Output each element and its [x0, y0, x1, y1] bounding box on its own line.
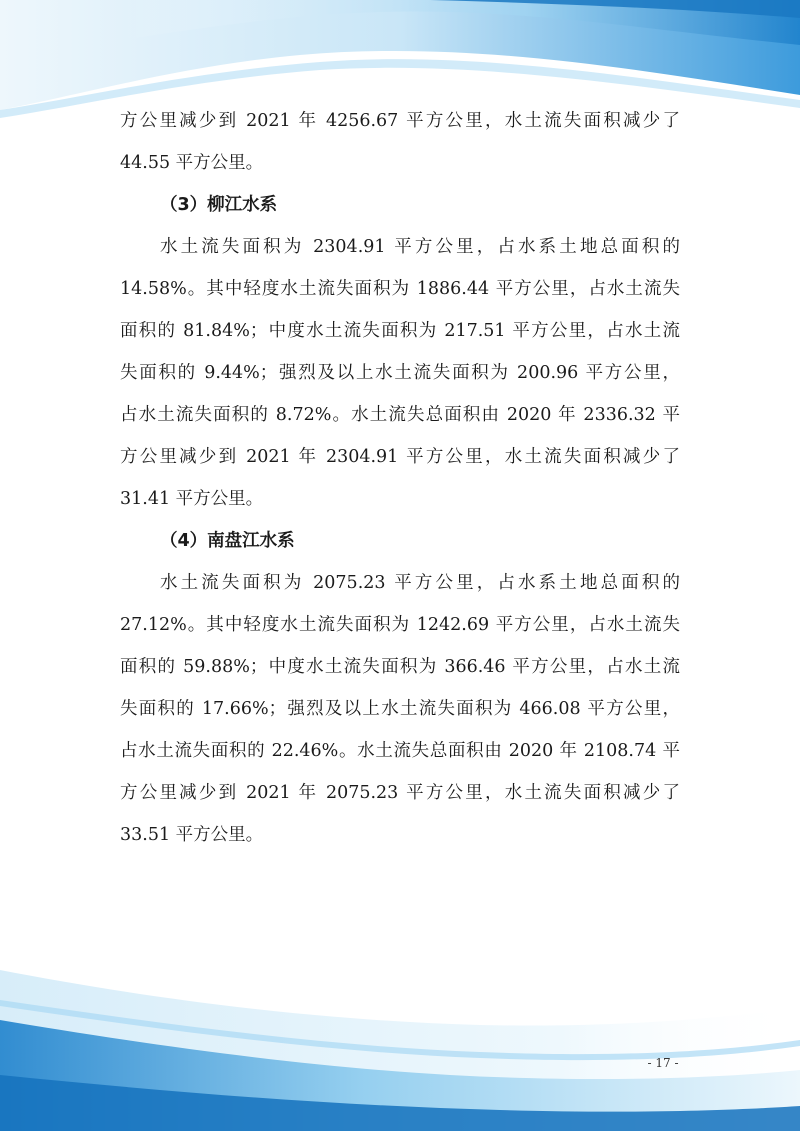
text-line: 14.58%。其中轻度水土流失面积为 1886.44 平方公里，占水土流失	[120, 279, 680, 299]
text-line: 44.55 平方公里。	[120, 153, 264, 173]
text-line: 水土流失面积为 2304.91 平方公里，占水系土地总面积的	[160, 237, 680, 257]
section-heading-liujiang: （3）柳江水系	[160, 195, 278, 215]
text-line: 水土流失面积为 2075.23 平方公里，占水系土地总面积的	[160, 573, 680, 593]
section-heading-nanpanjiang: （4）南盘江水系	[160, 531, 295, 551]
text-line: 占水土流失面积的 8.72%。水土流失总面积由 2020 年 2336.32 平	[120, 405, 680, 425]
text-line: 方公里减少到 2021 年 2075.23 平方公里，水土流失面积减少了	[120, 783, 680, 803]
text-line: 方公里减少到 2021 年 4256.67 平方公里，水土流失面积减少了	[120, 111, 680, 131]
text-line: 27.12%。其中轻度水土流失面积为 1242.69 平方公里，占水土流失	[120, 615, 680, 635]
body-text	[120, 100, 680, 856]
text-line: 占水土流失面积的 22.46%。水土流失总面积由 2020 年 2108.74 平	[120, 741, 680, 761]
text-line: 方公里减少到 2021 年 2304.91 平方公里，水土流失面积减少了	[120, 447, 680, 467]
footer-wave-decoration	[0, 900, 800, 1131]
text-line: 失面积的 17.66%；强烈及以上水土流失面积为 466.08 平方公里，	[120, 699, 680, 719]
text-line: 31.41 平方公里。	[120, 489, 264, 509]
text-line: 33.51 平方公里。	[120, 825, 264, 845]
text-line: 失面积的 9.44%；强烈及以上水土流失面积为 200.96 平方公里，	[120, 363, 680, 383]
text-line: 面积的 81.84%；中度水土流失面积为 217.51 平方公里，占水土流	[120, 321, 680, 341]
page-number: - 17 -	[647, 1056, 679, 1070]
text-line: 面积的 59.88%；中度水土流失面积为 366.46 平方公里，占水土流	[120, 657, 680, 677]
